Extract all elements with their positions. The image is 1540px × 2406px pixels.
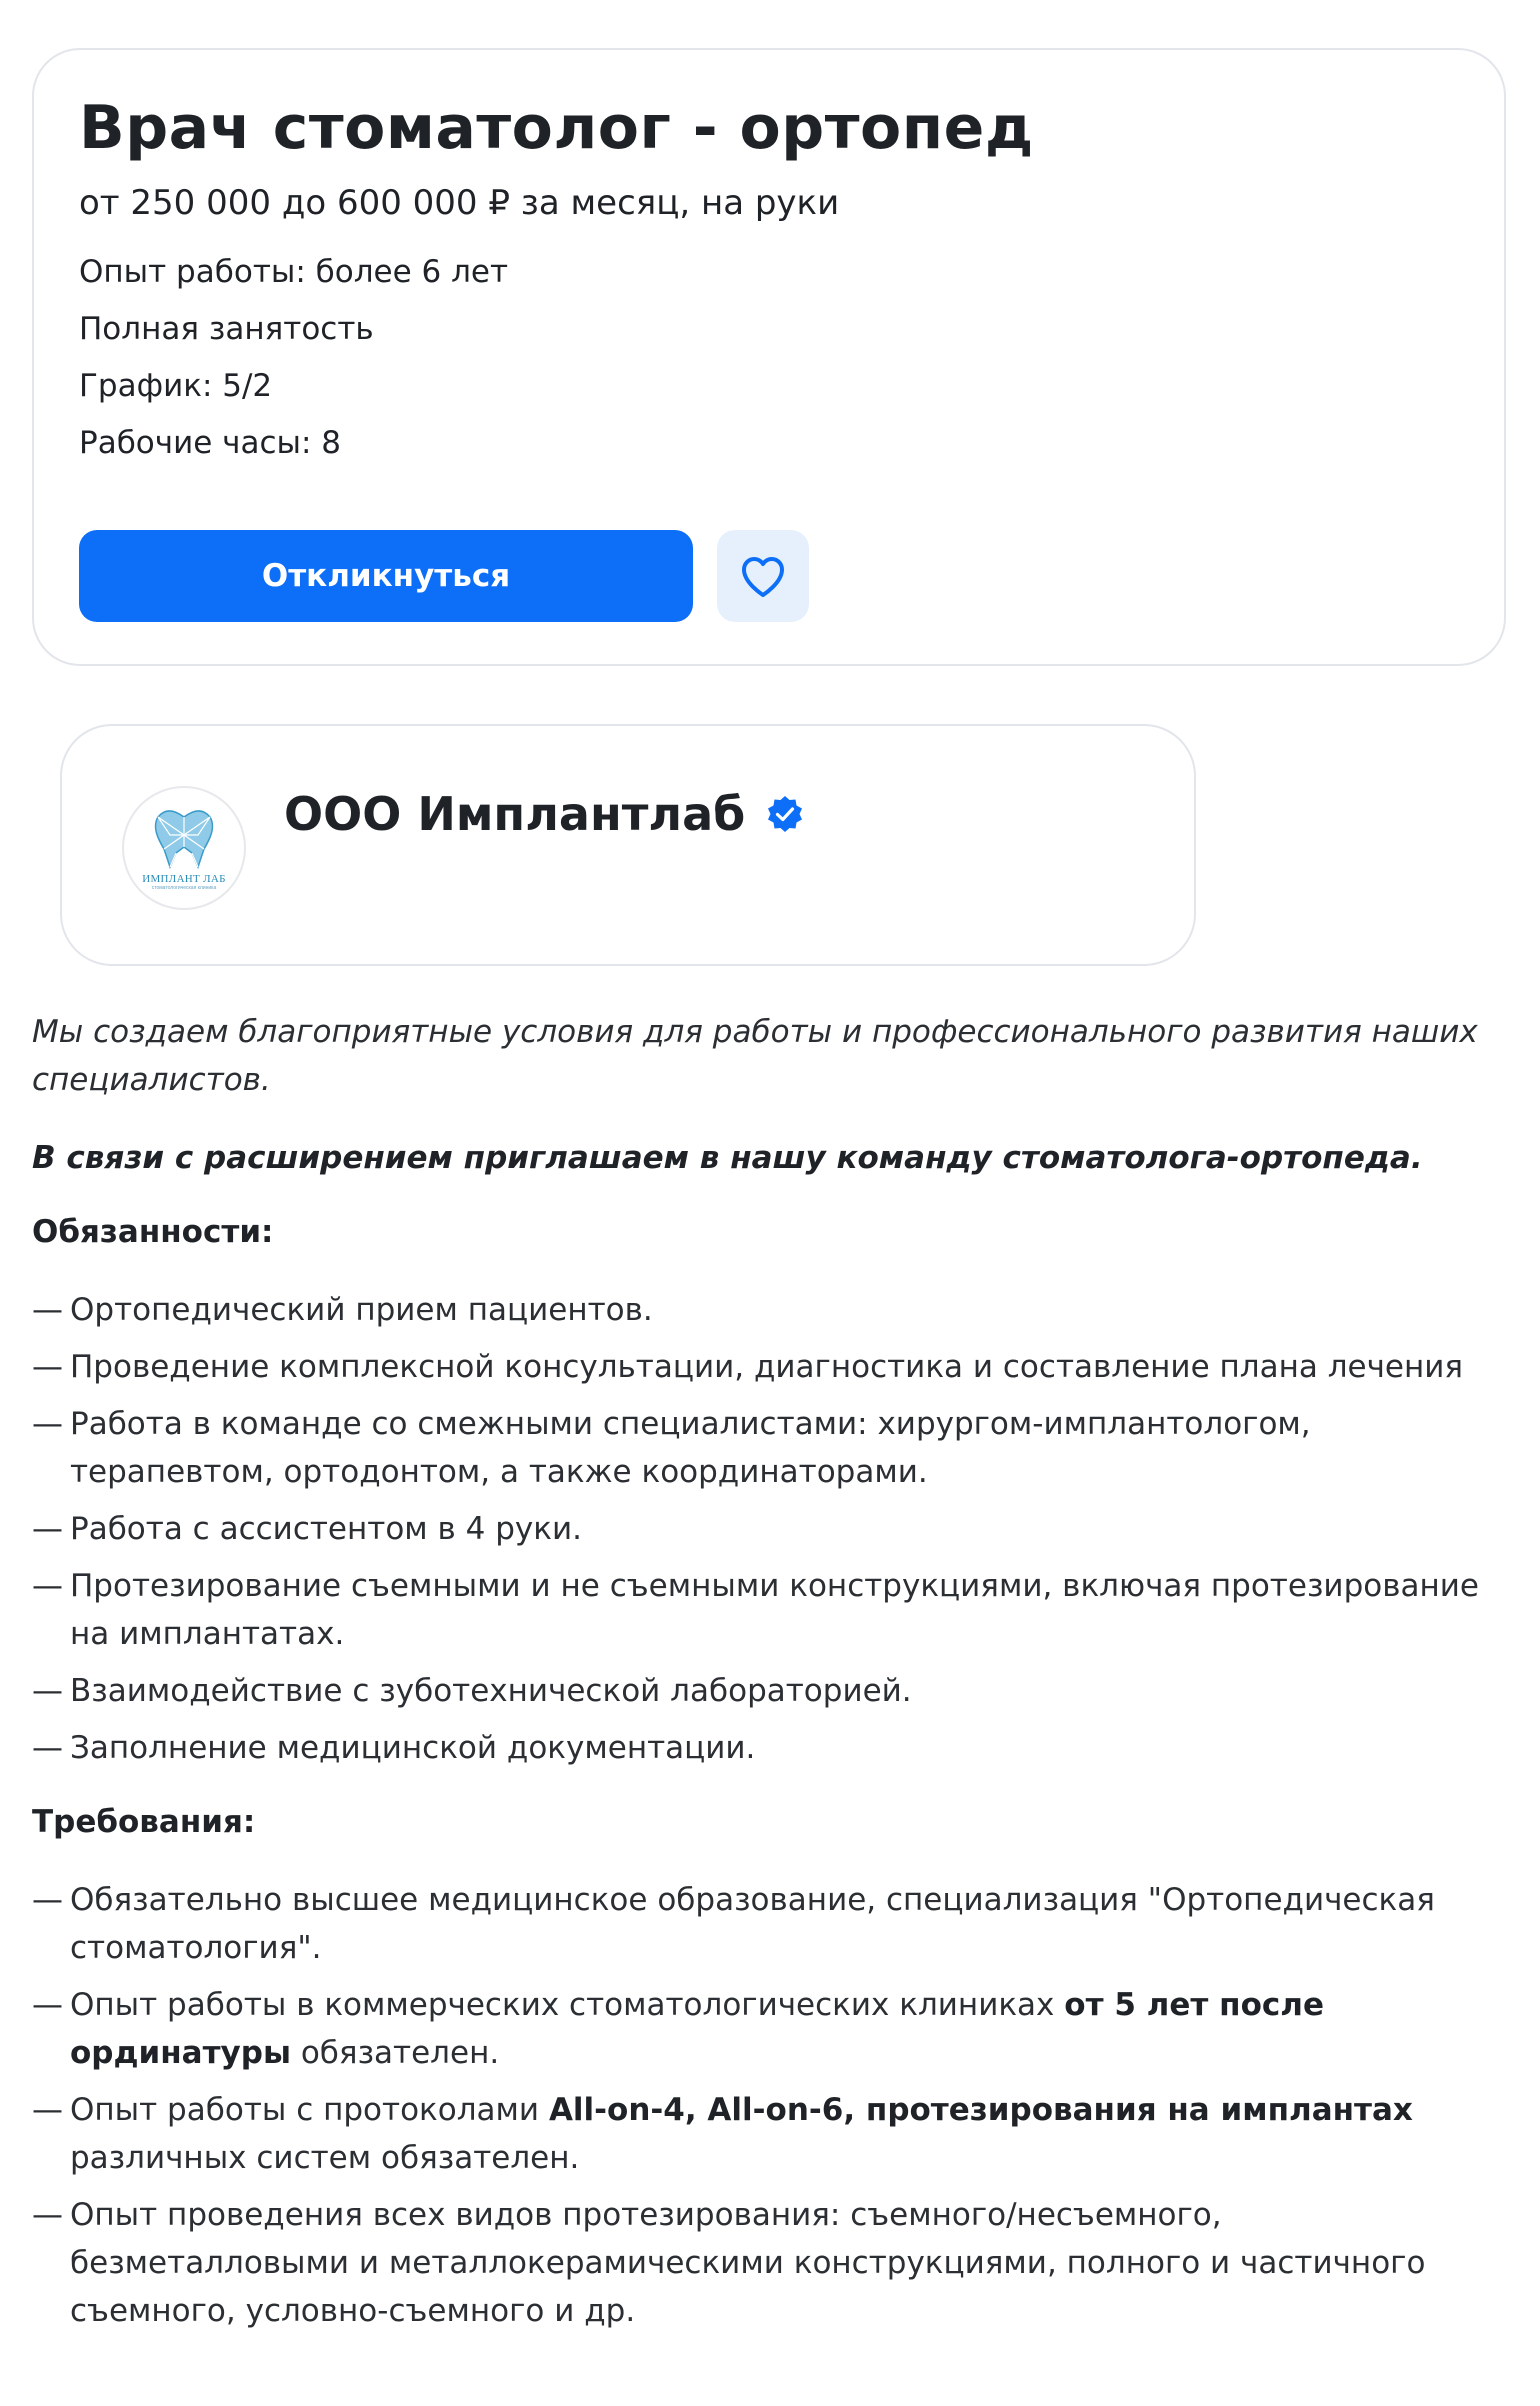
duties-heading: Обязанности: [32, 1214, 274, 1250]
list-item [32, 1876, 1502, 1972]
list-item: — Проведение комплексной консультации, диагностика и составление плана лечения [32, 1343, 1502, 1391]
apply-button[interactable]: Откликнуться [79, 530, 693, 622]
item-text: Опыт работы в коммерческих стоматологических клиниках [70, 1987, 1065, 2023]
company-name[interactable] [284, 784, 805, 844]
list-item: — Работа с ассистентом в 4 руки. [32, 1505, 1502, 1553]
list-item: — Ортопедический прием пациентов. [32, 1286, 1502, 1334]
favorite-button[interactable] [717, 530, 809, 622]
company-card[interactable] [60, 724, 1196, 966]
list-item: — Протезирование съемными и не съемными конструкциями, включая протезирование на имплантатах. [32, 1562, 1502, 1658]
list-item: — Работа в команде со смежными специалистами: хирургом-имплантологом, терапевтом, ортодонтом, а также координаторами. [32, 1400, 1502, 1496]
vacancy-title: Врач стоматолог - ортопед [79, 93, 1034, 163]
tooth-logo-icon [148, 805, 220, 871]
invite-text: В связи с расширением приглашаем в нашу команду стоматолога-ортопеда. [32, 1140, 1423, 1176]
experience: Опыт работы: более 6 лет [79, 254, 509, 290]
requirements-heading: Требования: [32, 1804, 256, 1840]
company-logo-text: ИМПЛАНТ ЛАБ [142, 873, 226, 885]
list-item [32, 1981, 1502, 2077]
item-text: Обязательно высшее медицинское образование, специализация "Ортопедическая стоматология". [70, 1882, 1435, 1966]
work-hours: Рабочие часы: 8 [79, 425, 342, 461]
item-text-after: различных систем обязателен. [70, 2140, 580, 2176]
company-logo[interactable] [122, 786, 246, 910]
vacancy-actions [79, 530, 809, 622]
intro-text: Мы создаем благоприятные условия для работы и профессионального развития наших специалистов. [32, 1014, 1478, 1098]
item-text: Опыт проведения всех видов протезирования: съемного/несъемного, безметалловыми и металлокерамическими конструкциями, полного и частичного съемного, условно-съемного и др. [70, 2197, 1426, 2329]
employment-type: Полная занятость [79, 311, 374, 347]
vacancy-description [32, 1008, 1502, 2344]
duties-list [32, 1286, 1502, 1772]
list-item: — Взаимодействие с зуботехнической лабораторией. [32, 1667, 1502, 1715]
heart-icon [739, 554, 787, 598]
work-schedule: График: 5/2 [79, 368, 273, 404]
salary: от 250 000 до 600 000 ₽ за месяц, на руки [79, 183, 840, 223]
verified-badge-icon [765, 794, 805, 834]
list-item: — Заполнение медицинской документации. [32, 1724, 1502, 1772]
company-logo-subtext: стоматологическая клиника [151, 885, 217, 891]
company-name-text: ООО Имплантлаб [284, 787, 746, 841]
item-text-after: обязателен. [290, 2035, 500, 2071]
list-item [32, 2191, 1502, 2335]
item-bold: All-on-4, All-on-6, протезирования на имплантах [548, 2092, 1413, 2128]
requirements-list [32, 1876, 1502, 2335]
item-bold: от 5 лет после ординатуры [70, 1987, 1324, 2071]
vacancy-card [32, 48, 1506, 666]
item-text: Опыт работы с протоколами [70, 2092, 549, 2128]
list-item [32, 2086, 1502, 2182]
